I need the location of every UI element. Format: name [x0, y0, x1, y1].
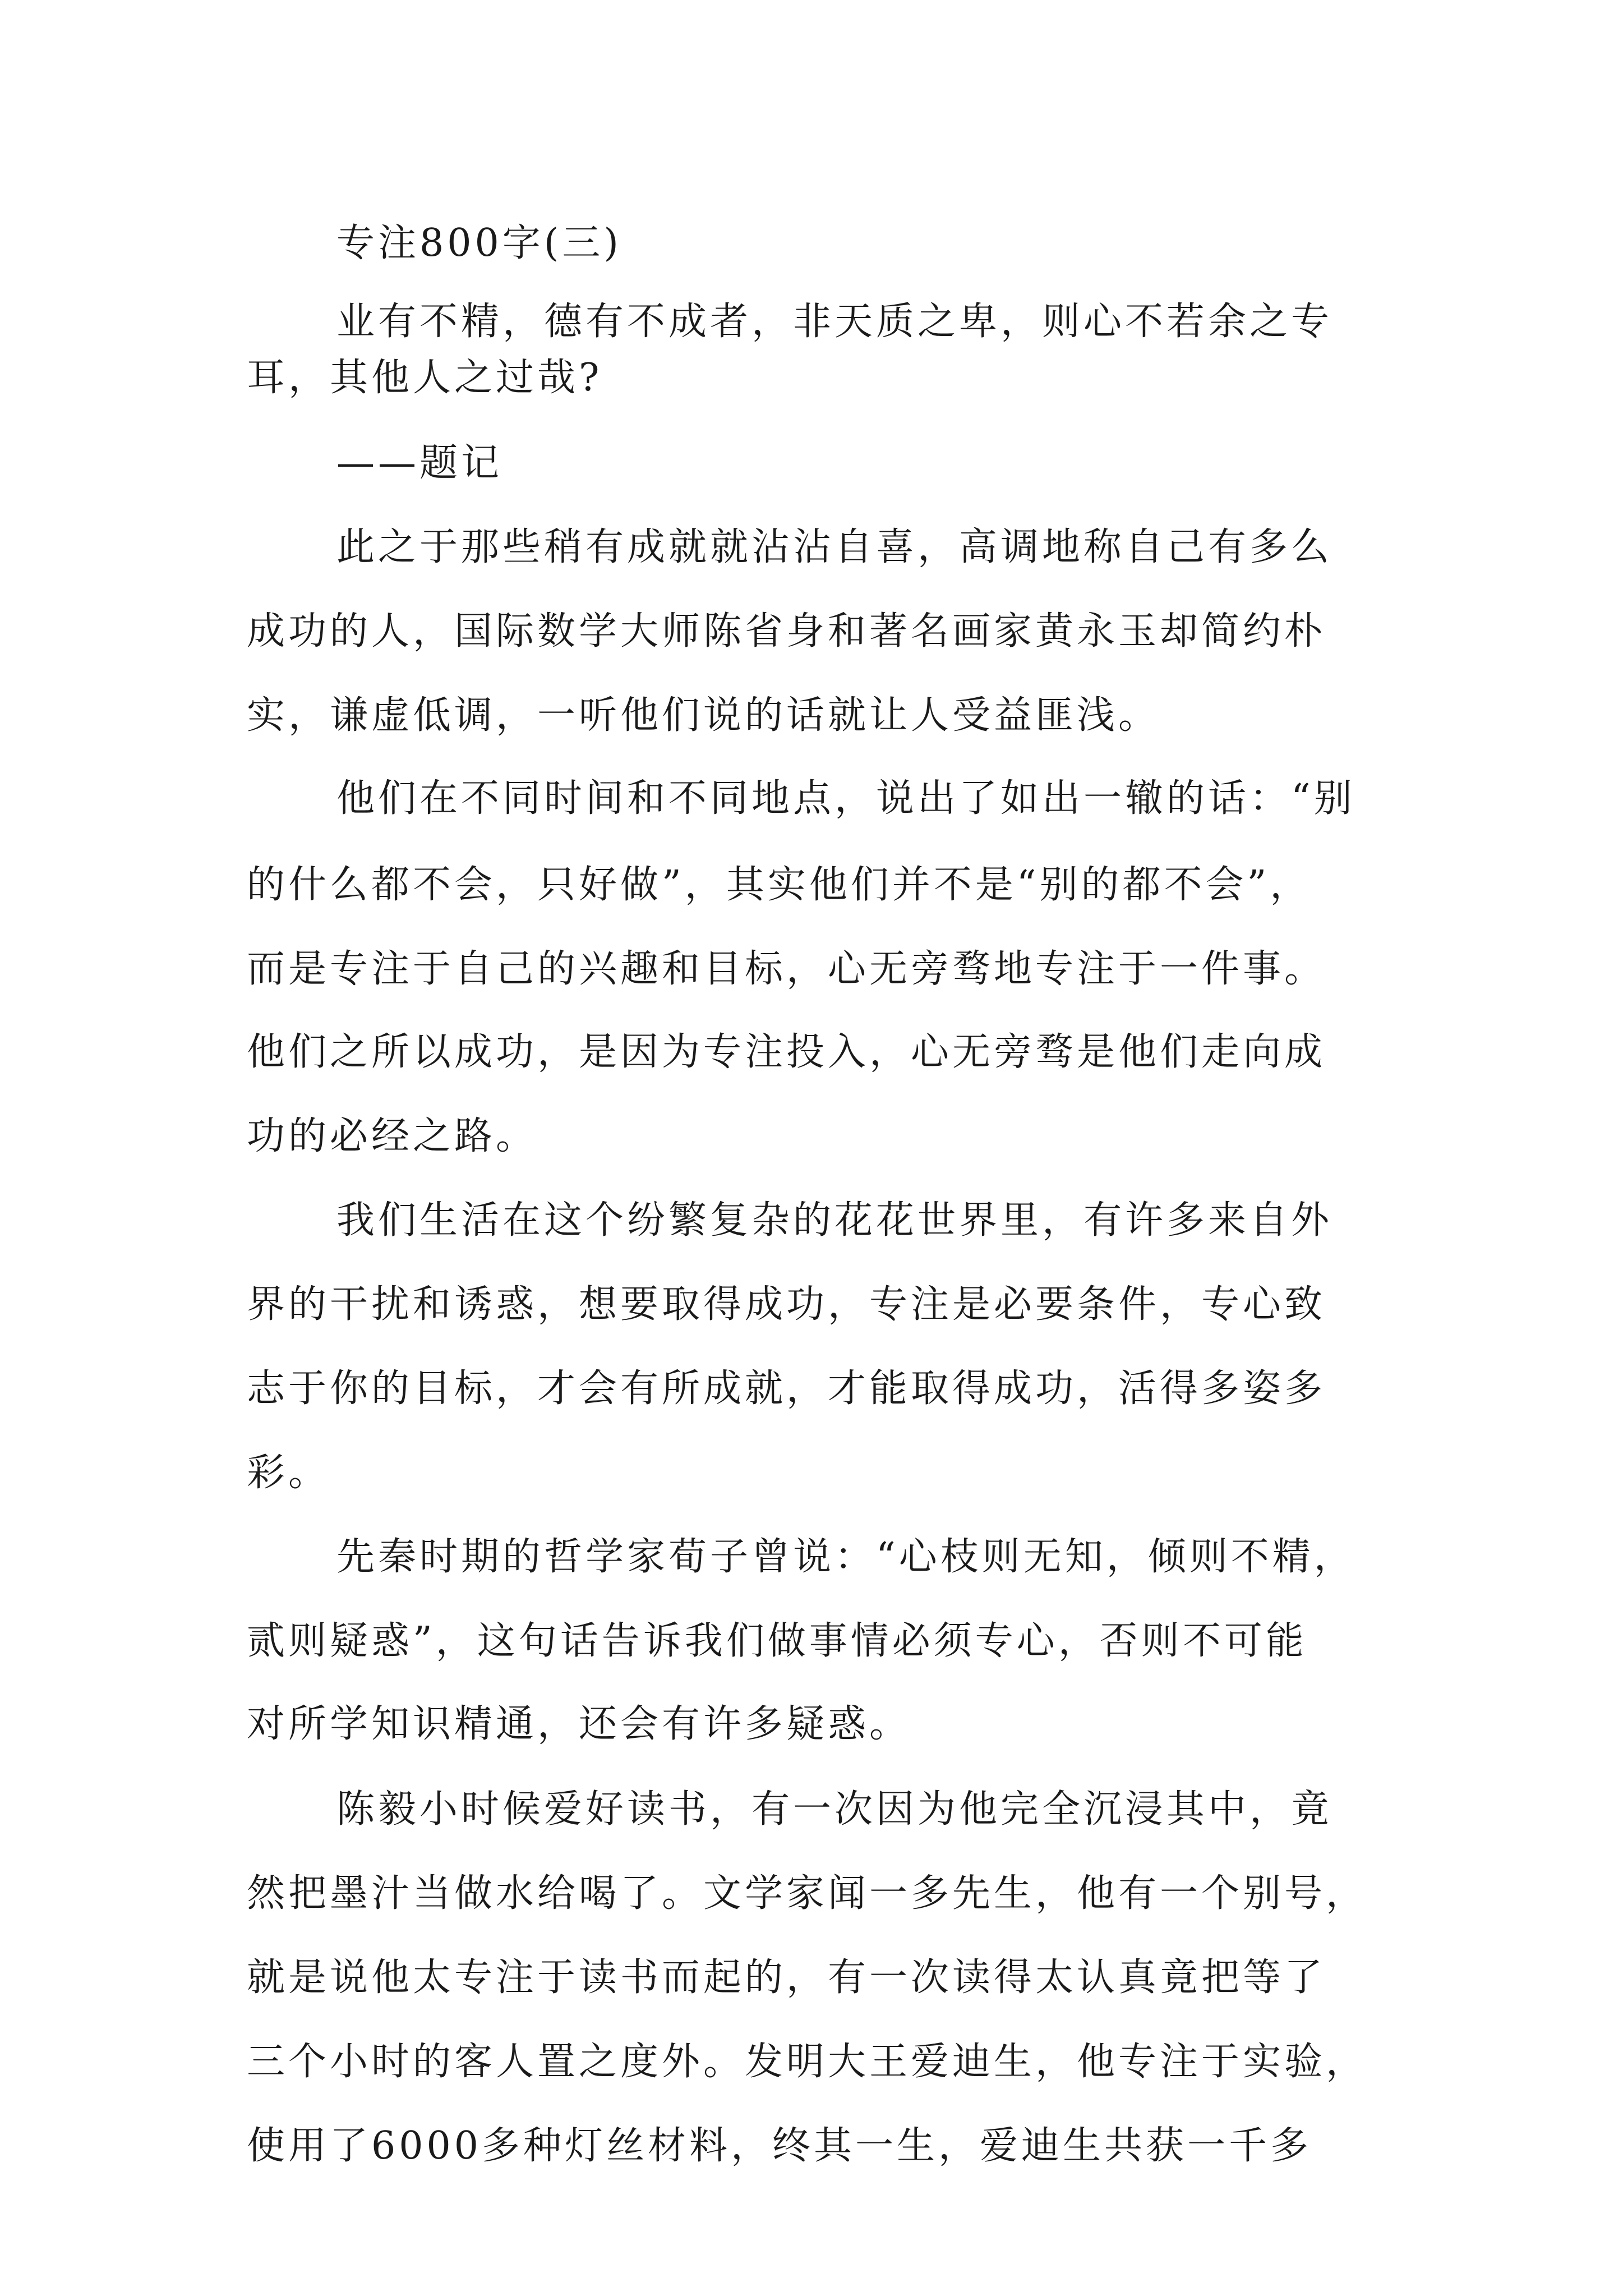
paragraph-line: 贰则疑惑”，这句话告诉我们做事情必须专心，否则不可能: [247, 1619, 1307, 1663]
paragraph-line: 的什么都不会，只好做”，其实他们并不是“别的都不会”，: [247, 863, 1312, 907]
paragraph-line: 实，谦虚低调，一听他们说的话就让人受益匪浅。: [247, 693, 1160, 738]
paragraph-line: 此之于那些稍有成就就沾沾自喜，高调地称自己有多么: [336, 525, 1333, 569]
paragraph-line: 我们生活在这个纷繁复杂的花花世界里，有许多来自外: [336, 1198, 1333, 1243]
epigraph-attribution: ——题记: [336, 441, 503, 485]
paragraph-line: 然把墨汁当做水给喝了。文学家闻一多先生，他有一个别号，: [247, 1871, 1368, 1916]
paragraph-line: 界的干扰和诱惑，想要取得成功，专注是必要条件，专心致: [247, 1282, 1326, 1327]
paragraph-line: 对所学知识精通，还会有许多疑惑。: [247, 1702, 911, 1746]
paragraph-line: 先秦时期的哲学家荀子曾说：“心枝则无知，倾则不精，: [336, 1535, 1355, 1579]
paragraph-line: 三个小时的客人置之度外。发明大王爱迪生，他专注于实验，: [247, 2040, 1368, 2084]
paragraph-line: 就是说他太专注于读书而起的，有一次读得太认真竟把等了: [247, 1955, 1326, 2000]
paragraph-line: 成功的人，国际数学大师陈省身和著名画家黄永玉却简约朴: [247, 609, 1326, 654]
paragraph-line: 志于你的目标，才会有所成就，才能取得成功，活得多姿多: [247, 1366, 1326, 1411]
paragraph-line: 使用了6000多种灯丝材料，终其一生，爱迪生共获一千多: [247, 2124, 1312, 2168]
epigraph-line: 耳，其他人之过哉?: [247, 356, 603, 400]
epigraph-line: 业有不精，德有不成者，非天质之卑，则心不若余之专: [336, 300, 1333, 344]
document-title: 专注800字(三): [336, 221, 622, 265]
paragraph-line: 功的必经之路。: [247, 1114, 538, 1158]
paragraph-line: 他们之所以成功，是因为专注投入，心无旁骛是他们走向成: [247, 1030, 1326, 1074]
paragraph-line: 彩。: [247, 1451, 330, 1495]
paragraph-line: 而是专注于自己的兴趣和目标，心无旁骛地专注于一件事。: [247, 947, 1326, 991]
paragraph-line: 他们在不同时间和不同地点，说出了如出一辙的话：“别: [336, 776, 1355, 821]
paragraph-line: 陈毅小时候爱好读书，有一次因为他完全沉浸其中，竟: [336, 1787, 1333, 1832]
